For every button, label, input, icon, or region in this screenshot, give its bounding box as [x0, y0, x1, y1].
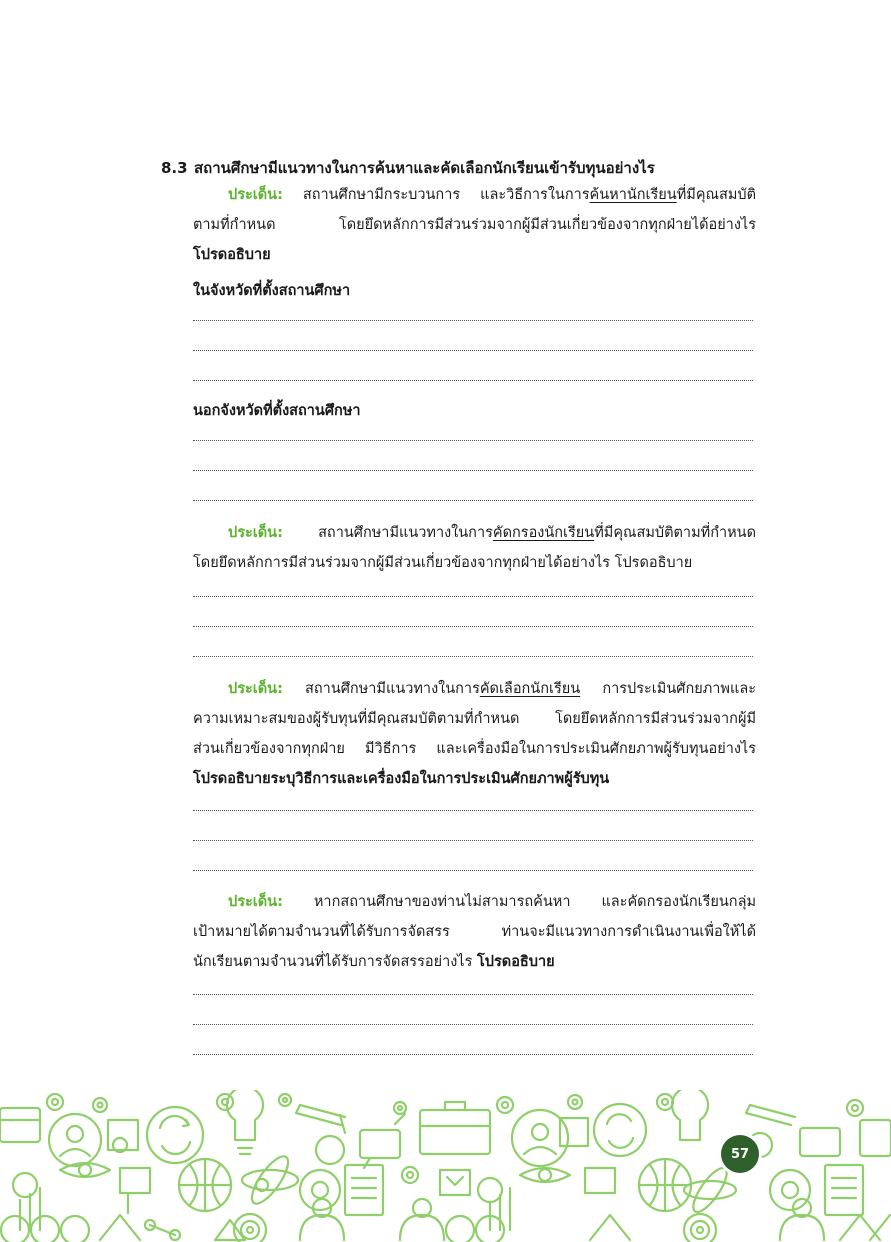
explain-label: โปรดอธิบาย	[477, 954, 555, 970]
subhead-in-province: ในจังหวัดที่ตั้งสถานศึกษา	[193, 283, 351, 299]
answer-line[interactable]	[193, 840, 753, 841]
issue-line: ประเด็น: สถานศึกษามีกระบวนการ และวิธีการในการค้นหานักเรียนที่มีคุณสมบัติ	[228, 187, 756, 203]
answer-line[interactable]	[193, 440, 753, 441]
footer-pattern	[0, 1090, 891, 1242]
answer-line[interactable]	[193, 350, 753, 351]
section-heading	[161, 156, 655, 180]
answer-line[interactable]	[193, 870, 753, 871]
issue-block-fallback	[193, 887, 756, 977]
section-number: 8.3	[161, 159, 188, 177]
issue-line: ประเด็น: หากสถานศึกษาของท่านไม่สามารถค้นหา และคัดกรองนักเรียนกลุ่ม	[228, 894, 757, 910]
issue-line: นักเรียนตามจำนวนที่ได้รับการจัดสรรอย่างไร โปรดอธิบาย	[193, 954, 555, 970]
answer-line[interactable]	[193, 626, 753, 627]
issue-label: ประเด็น:	[228, 525, 283, 541]
answer-line[interactable]	[193, 380, 753, 381]
issue-line: ส่วนเกี่ยวข้องจากทุกฝ่าย มีวิธีการ และเครื่องมือในการประเมินศักยภาพผู้รับทุนอย่างไร	[193, 741, 756, 757]
answer-line[interactable]	[193, 320, 753, 321]
explain-label: โปรดอธิบายระบุวิธีการและเครื่องมือในการประเมินศักยภาพผู้รับทุน	[193, 771, 610, 787]
answer-line[interactable]	[193, 1054, 753, 1055]
issue-block-select	[193, 674, 756, 794]
issue-label: ประเด็น:	[228, 681, 283, 697]
issue-label: ประเด็น:	[228, 187, 283, 203]
issue-line: ความเหมาะสมของผู้รับทุนที่มีคุณสมบัติตามที่กำหนด โดยยึดหลักการมีส่วนร่วมจากผู้มี	[193, 711, 756, 727]
answer-line[interactable]	[193, 994, 753, 995]
section-title: สถานศึกษามีแนวทางในการค้นหาและคัดเลือกนักเรียนเข้ารับทุนอย่างไร	[194, 159, 655, 177]
issue-line: เป้าหมายได้ตามจำนวนที่ได้รับการจัดสรร ท่านจะมีแนวทางการดำเนินงานเพื่อให้ได้	[193, 924, 756, 940]
issue-block-search	[193, 180, 756, 270]
answer-line[interactable]	[193, 1024, 753, 1025]
issue-line: ประเด็น: สถานศึกษามีแนวทางในการคัดเลือกนักเรียน การประเมินศักยภาพและ	[228, 681, 756, 697]
explain-label: โปรดอธิบาย	[193, 247, 271, 263]
issue-label: ประเด็น:	[228, 894, 283, 910]
answer-line[interactable]	[193, 810, 753, 811]
answer-line[interactable]	[193, 500, 753, 501]
issue-block-screen	[193, 518, 756, 578]
answer-line[interactable]	[193, 596, 753, 597]
answer-line[interactable]	[193, 656, 753, 657]
page-number-badge: 57	[721, 1135, 759, 1173]
answer-line[interactable]	[193, 470, 753, 471]
issue-line: ตามที่กำหนด โดยยึดหลักการมีส่วนร่วมจากผู้มีส่วนเกี่ยวข้องจากทุกฝ่ายได้อย่างไร	[193, 217, 756, 233]
issue-line: ประเด็น: สถานศึกษามีแนวทางในการคัดกรองนักเรียนที่มีคุณสมบัติตามที่กำหนด	[228, 525, 756, 541]
subhead-out-province: นอกจังหวัดที่ตั้งสถานศึกษา	[193, 403, 361, 419]
issue-line: โดยยึดหลักการมีส่วนร่วมจากผู้มีส่วนเกี่ยวข้องจากทุกฝ่ายได้อย่างไร โปรดอธิบาย	[193, 555, 693, 571]
